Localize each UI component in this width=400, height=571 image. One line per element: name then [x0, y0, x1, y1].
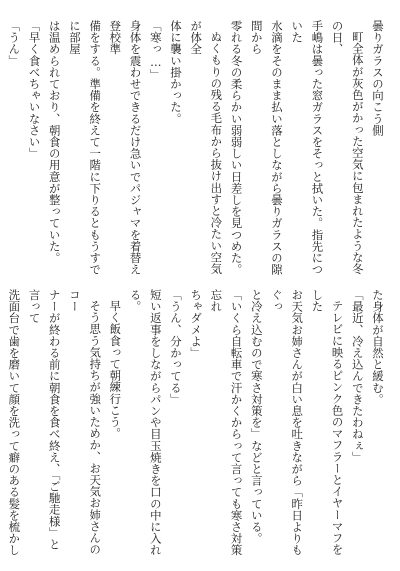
lower-text-block [7, 289, 388, 557]
dialogue-line: 「うん、分かってる」 [168, 289, 183, 405]
paragraph-line [0, 20, 4, 284]
paragraph-line: 洗面台で歯を磨いて顔を洗って癖のある髪を梳かし [7, 289, 22, 556]
paragraph-line: 短い返事をしながらパンや目玉焼きを口の中に入れる。 [128, 289, 163, 556]
paragraph-line: 備をする。準備を終えて一階に下りるともうすでに部屋 [67, 20, 103, 276]
paragraph-line: た身体が自然と緩む。 [371, 289, 385, 405]
dialogue-line: 「最近、冷え込んできたわねぇ」 [350, 289, 365, 463]
paragraph-line: 手嶋は曇った窓ガラスをそっと拭いた。指先についた [290, 20, 325, 276]
paragraph-line: 早く飯食って朝練行こう。 [108, 300, 123, 440]
story-title: 曇りガラスの向こう側 [371, 20, 385, 136]
paragraph-line: 体に襲い掛かった。 [168, 20, 183, 125]
dialogue-line: 「寒っ…」 [148, 20, 163, 81]
paragraph-line: は温められており、朝食の用意が整っていた。 [47, 20, 62, 264]
paragraph-line: お天気お姉さんが白い息を吐きながら「昨日よりもぐっ [269, 289, 305, 556]
dialogue-line: 「早く食べちゃいなさい」 [27, 20, 42, 160]
paragraph-line: テレビに映るピンク色のマフラーとイヤーマフをした [310, 289, 345, 556]
paragraph-line: 零れる冬の柔らかい弱弱しい日差しを見つめた。 [229, 20, 244, 276]
paragraph-line: ナーが終わる前に朝食を食べ終え、「ご馳走様」と言って [27, 289, 62, 551]
paragraph-line: 身体を震わせできるだけ急いでパジャマを着替え登校準 [108, 20, 143, 276]
dialogue-line: 「いくら自転車で汗かくからって言っても寒さ対策忘れ [209, 289, 244, 556]
paragraph-line: ちゃダメよ」 [189, 289, 204, 359]
paragraph-line: ぬくもりの残る毛布から抜け出すと冷たい空気が体全 [189, 20, 224, 275]
dialogue-line: 「うん」 [7, 20, 22, 67]
paragraph-line: そう思う気持ちが強いためか、お天気お姉さんのコー [67, 289, 103, 556]
paragraph-line: と冷え込むので寒さ対策を」などと言っている。 [249, 289, 264, 545]
upper-text-block [7, 20, 388, 284]
paragraph-line: 水滴をそのまま払い落としながら曇りガラスの隙間から [249, 20, 284, 276]
paragraph-line: 町全体が灰色がかった空気に包まれたような冬の日、 [330, 20, 365, 275]
